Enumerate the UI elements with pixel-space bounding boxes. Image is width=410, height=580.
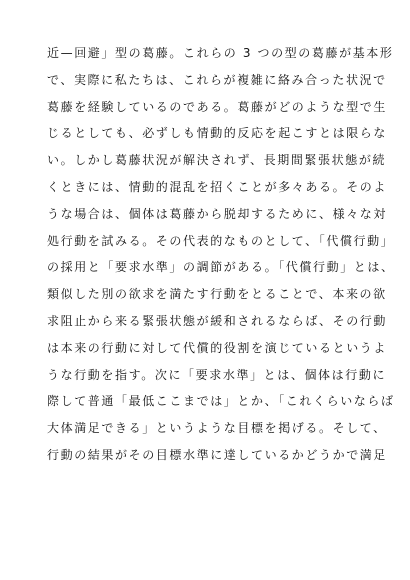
text-line-11: 求阻止から来る緊張状態が緩和されるならば、その行動 xyxy=(47,313,388,328)
text-line-2: で、実際に私たちは、これらが複雑に絡み合った状況で xyxy=(47,72,387,87)
text-line-5: い。しかし葛藤状況が解決されず、長期間緊張状態が続 xyxy=(47,153,387,168)
text-line-15: 大体満足できる」というような目標を掲げる。そして、 xyxy=(47,421,387,436)
text-line-12: は本来の行動に対して代償的役割を演じているというよ xyxy=(47,340,388,355)
text-line-16: 行動の結果がその目標水準に達しているかどうかで満足 xyxy=(47,447,388,462)
text-line-7: うな場合は、個体は葛藤から脱却するために、様々な対 xyxy=(47,206,388,221)
text-line-3: 葛藤を経験しているのである。葛藤がどのような型で生 xyxy=(47,99,388,114)
text-line-14: 際して普通「最低ここまでは」とか、「これくらいならば xyxy=(47,394,395,409)
text-line-9: の採用と「要求水準」の調節がある。「代償行動」とは、 xyxy=(47,260,395,275)
text-line-1: 近—回避」型の葛藤。これらの 3 つの型の葛藤が基本形 xyxy=(47,46,394,60)
body-text xyxy=(47,40,395,469)
text-line-4: じるとしても、必ずしも情動的反応を起こすとは限らな xyxy=(47,126,388,141)
text-line-10: 類似した別の欲求を満たす行動をとることで、本来の欲 xyxy=(47,287,387,302)
text-line-13: うな行動を指す。次に「要求水準」とは、個体は行動に xyxy=(47,367,387,382)
text-line-6: くときには、情動的混乱を招くことが多々ある。そのよ xyxy=(47,179,388,194)
text-line-8: 処行動を試みる。その代表的なものとして、「代償行動」 xyxy=(47,233,395,248)
